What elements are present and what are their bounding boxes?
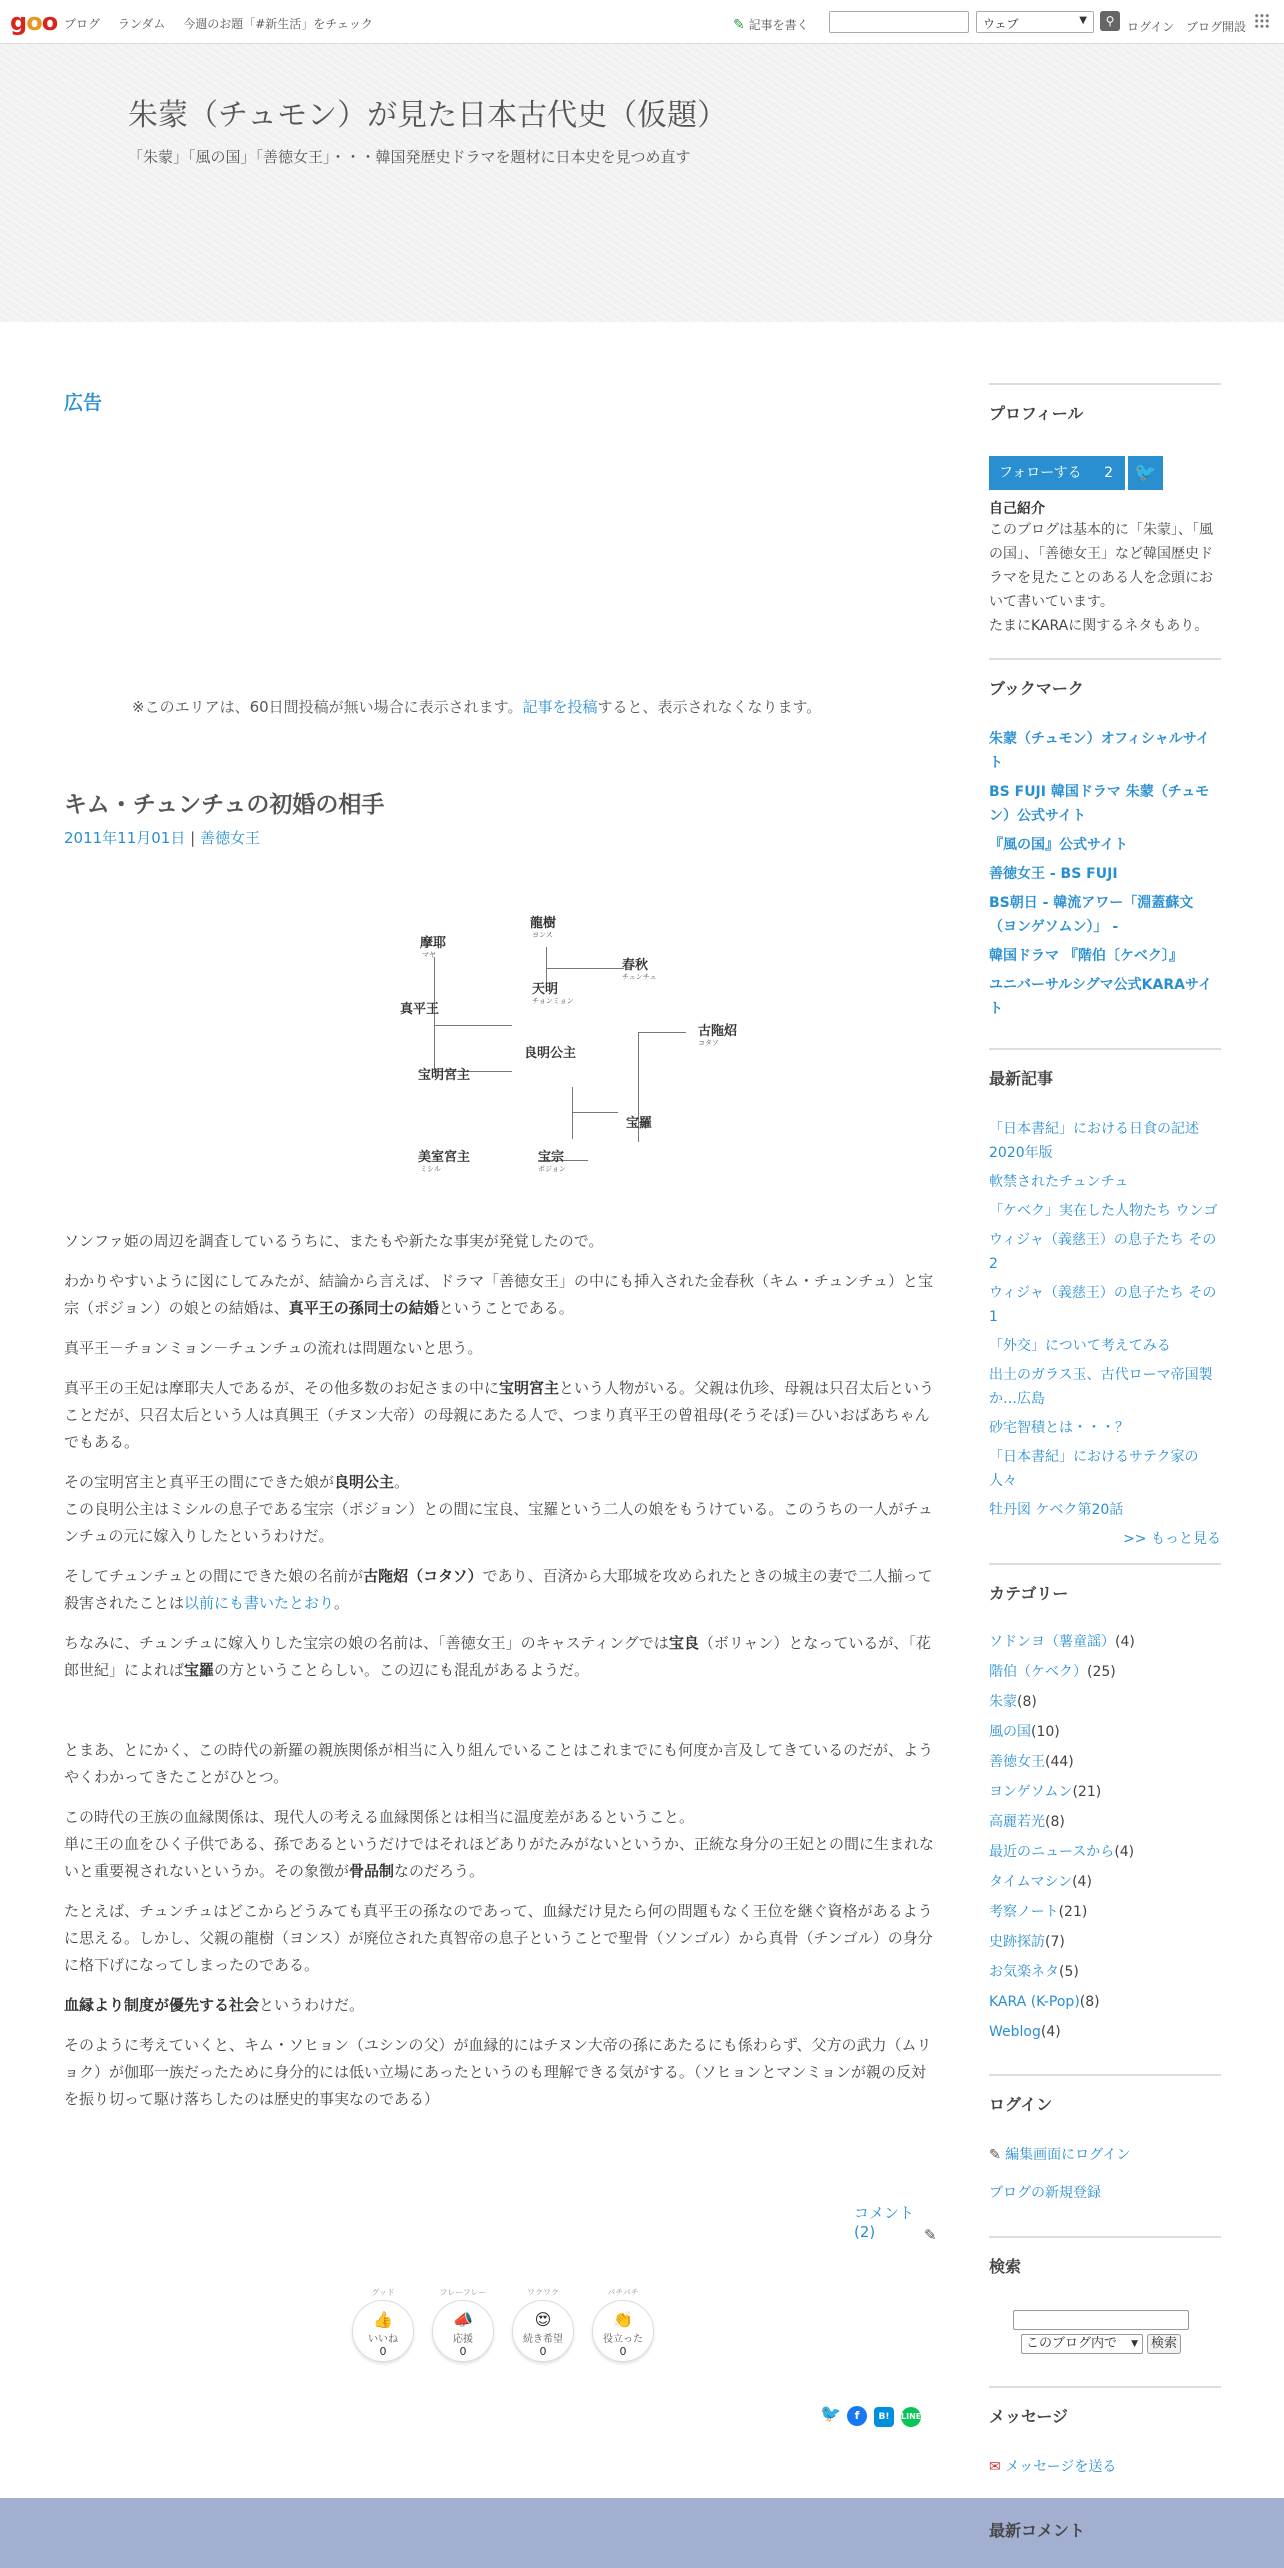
recent-post-link[interactable]: 「外交」について考えてみる [989,1338,1171,1354]
twitter-icon[interactable]: 🐦 [1128,456,1163,490]
search-icon: ⚲ [1105,14,1115,28]
category-item[interactable]: ヨンゲソムン(21) [989,1784,1102,1800]
message-title: メッセージ [989,2386,1221,2427]
write-article-link[interactable]: ✎ 記事を書く [733,17,809,33]
tree-ruby-misil: ミシル [420,1165,441,1173]
category-item[interactable]: お気楽ネタ(5) [989,1964,1079,1980]
recent-post-link[interactable]: 軟禁されたチュンチュ [989,1174,1129,1190]
tree-ruby-chunchu: チュンチュ [622,973,657,981]
category-item[interactable]: 朱蒙(8) [989,1694,1037,1710]
tree-node-ryangmyong: 良明公主 [524,1046,577,1061]
tree-ruby-bojong: ポジョン [538,1165,566,1173]
category-title: カテゴリー [989,1563,1221,1604]
facebook-share-icon[interactable]: f [847,2406,867,2426]
bookmark-link[interactable]: 善徳女王 - BS FUJI [989,866,1118,882]
category-item[interactable]: 高麗若光(8) [989,1814,1065,1830]
bookmark-link[interactable]: ユニバーサルシグマ公式KARAサイト [989,977,1212,1017]
latest-comments-section [989,2504,1221,2541]
post-paragraph: ソンファ姫の周辺を調査しているうちに、またもや新たな事実が発覚したので。 [64,1232,604,1250]
blog-description: 「朱蒙」「風の国」「善徳女王」・・・韓国発歴史ドラマを題材に日本史を見つめ直す [128,148,691,166]
recent-posts-section [989,1048,1221,1551]
bookmark-link[interactable]: 韓国ドラマ 『階伯〔ケベク〕』 [989,948,1183,964]
nav-blog[interactable]: ブログ [64,17,101,31]
mail-icon: ✉ [989,2459,1001,2475]
recent-post-link[interactable]: 牡丹図 ケベク第20話 [989,1502,1124,1518]
reaction-cheer-button[interactable]: フレーフレー 📣 応援 0 [432,2300,494,2362]
reaction-buttons [352,2288,672,2380]
recent-posts-title: 最新記事 [989,1048,1221,1089]
hatena-share-icon[interactable]: B! [874,2407,894,2427]
tree-ruby-chonmyong: チョンミョン [532,997,574,1005]
tree-node-ryongsu: 龍樹 [530,916,557,931]
apps-grid-icon[interactable] [1254,13,1270,29]
tree-node-bojong: 宝宗 [538,1150,565,1165]
post-paragraph: わかりやすいように図にしてみたが、結論から言えば、ドラマ「善徳女王」の中にも挿入された金春秋（キム・チュンチュ）と宝宗（ポジョン）の娘との結婚は、真平王の孫同士の結婚ということである。 [64,1272,933,1317]
ad-label: 広告 [64,392,103,414]
share-buttons [820,2404,928,2427]
top-login-link[interactable]: ログイン [1127,20,1175,34]
thumbs-up-icon: 👍 [373,2310,393,2329]
tree-ruby-ryongsu: ヨンス [532,931,553,939]
intro-text: このブログは基本的に「朱蒙」、「風の国」、「善徳女王」など韓国歴史ドラマを見たことのある人を念頭において書いています。 たまにKARAに関するネタもあり。 [989,522,1213,634]
goo-logo[interactable]: goo [10,8,58,36]
recent-post-link[interactable]: 砂宅智積とは・・・？ [989,1420,1129,1436]
comment-link[interactable]: コメント (2) [854,2204,915,2241]
top-search-select[interactable]: ウェブ ▼ [976,11,1094,33]
clap-icon: 👏 [613,2310,633,2329]
category-item[interactable]: 風の国(10) [989,1724,1060,1740]
tree-node-bomyong: 宝明宮主 [418,1068,471,1083]
top-search-button[interactable] [1100,11,1120,31]
more-posts-link[interactable]: >> もっと見る [1123,1531,1221,1547]
tree-node-chonmyong: 天明 [532,982,559,997]
post-title[interactable]: キム・チュンチュの初婚の相手 [64,792,385,818]
megaphone-icon: 📣 [453,2310,473,2329]
category-item[interactable]: Weblog(4) [989,2024,1061,2040]
top-bar [0,0,1284,44]
tree-node-jinpyeong: 真平王 [400,1002,440,1017]
twitter-share-icon[interactable]: 🐦 [820,2404,842,2424]
tree-node-chunchu: 春秋 [622,958,649,973]
category-item[interactable]: タイムマシン(4) [989,1874,1092,1890]
message-section [989,2386,1221,2484]
search-section [989,2236,1221,2277]
nav-random[interactable]: ランダム [117,17,166,31]
bookmark-link[interactable]: 朱蒙（チュモン）オフィシャルサイト [989,731,1210,771]
post-paragraph: ちなみに、チュンチュに嫁入りした宝宗の娘の名前は、「善徳女王」のキャスティングでは宝良（ボリャン）となっているが、「花郎世紀」によれば宝羅の方ということらしい。この辺にも混乱があるようだ。 [64,1634,931,1679]
line-share-icon[interactable]: LINE [901,2407,921,2427]
tree-node-kotaso: 古陁炤 [698,1024,738,1039]
sidebar-search-button[interactable]: 検索 [1147,2334,1181,2354]
category-item[interactable]: 最近のニュースから(4) [989,1844,1135,1860]
post-paragraph: 真平王の王妃は摩耶夫人であるが、その他多数のお妃さまの中に宝明宮主という人物がいる。父親は仇珍、母親は只召太后ということだが、只召太后という人は真興王（チヌン大帝）の母親にあたる人で、つまり真平王の曾祖母(そうそぼ)＝ひいおばあちゃんでもある。 [64,1379,935,1451]
post-paragraph: 血縁より制度が優先する社会というわけだ。 [64,1996,365,2014]
bookmark-link[interactable]: BS朝日 - 韓流アワー「淵蓋蘇文（ヨンゲソムン）」 - [989,895,1194,935]
post-paragraph: この時代の王族の血縁関係は、現代人の考える血縁関係とは相当に温度差があるということ。 単に王の血をひく子供である、孫であるというだけではそれほどありがたみがないというか、正統な身分の王妃との間に生まれないと重要視されないというか。その象徴が骨品制なのだろう。 [64,1808,935,1880]
post-body [64,1228,940,2126]
category-section [989,1563,1221,2050]
bookmark-section [989,658,1221,1026]
bookmark-link[interactable]: BS FUJI 韓国ドラマ 朱蒙（チュモン）公式サイト [989,784,1210,824]
post-paragraph: たとえば、チュンチュはどこからどうみても真平王の孫なのであって、血縁だけ見たら何の問題もなく王位を継ぐ資格があるように思える。しかし、父親の龍樹（ヨンス）が廃位された真智帝の息子ということで聖骨（ソンゴル）から真骨（チンゴル）の身分に格下げになってしまったのである。 [64,1902,933,1974]
bookmark-title: ブックマーク [989,658,1221,699]
recent-post-link[interactable]: 出土のガラス玉、古代ローマ帝国製か…広島 [989,1367,1213,1407]
edit-pencil-icon[interactable]: ✎ [924,2226,937,2244]
post-paragraph: その宝明宮主と真平王の間にできた娘が良明公主。 この良明公主はミシルの息子である宝宗（ポジョン）との間に宝良、宝羅という二人の娘をもうけている。このうちの一人がチュンチュの元に嫁入りしたというわけだ。 [64,1473,933,1545]
post-paragraph: そしてチュンチュとの間にできた娘の名前が古陁炤（コタソ）であり、百済から大耶城を攻められたときの城主の妻で二人揃って殺害されたことは以前にも書いたとおり。 [64,1567,933,1612]
login-title: ログイン [989,2074,1221,2115]
post-date-link[interactable]: 2011年11月01日 [64,829,186,847]
pencil-icon: ✎ [989,2147,1001,2163]
sidebar-search-input[interactable] [1013,2310,1189,2330]
recent-post-link[interactable]: 「日本書紀」におけるサテク家の人々 [989,1449,1199,1489]
recent-post-link[interactable]: ウィジャ（義慈王）の息子たち その1 [989,1285,1217,1325]
reaction-good-button[interactable]: グッド 👍 いいね 0 [352,2300,414,2362]
category-item[interactable]: ソドンヨ（薯童謡）(4) [989,1634,1135,1650]
follow-button[interactable]: フォローする 2 [989,456,1125,490]
latest-comments-title: 最新コメント [989,2521,1086,2540]
recent-post-link[interactable]: 「日本書紀」における日食の記述2020年版 [989,1121,1199,1161]
chevron-down-icon: ▼ [1079,15,1087,26]
recent-post-link[interactable]: ウィジャ（義慈王）の息子たち その2 [989,1232,1217,1272]
tree-node-misil: 美室宮主 [418,1150,471,1165]
post-meta: 2011年11月01日 | 善徳女王 [64,829,260,847]
intro-heading: 自己紹介 [989,501,1045,517]
top-nav [64,15,387,32]
top-open-blog-link[interactable]: ブログ開設 [1186,20,1247,34]
tree-ruby-kotaso: コタソ [698,1039,719,1047]
blog-header [0,44,1284,322]
category-item[interactable]: 考察ノート(21) [989,1904,1088,1920]
post-paragraph: とまあ、とにかく、この時代の新羅の親族関係が相当に入り組んでいることはこれまでにも何度か言及してきているのだが、ようやくわかってきたことがひとつ。 [64,1741,934,1786]
category-item[interactable]: 史跡探訪(7) [989,1934,1065,1950]
tree-node-maya: 摩耶 [420,936,447,951]
top-search-input[interactable] [829,11,969,33]
reaction-helpful-button[interactable]: パチパチ 👏 役立った 0 [592,2300,654,2362]
post-paragraph: 真平王－チョンミョン－チュンチュの流れは問題ないと思う。 [64,1339,483,1357]
post-article-link[interactable]: 記事を投稿 [522,698,598,716]
family-tree-diagram [334,916,754,1182]
bookmark-link[interactable]: 『風の国』公式サイト [989,837,1129,853]
reaction-more-button[interactable]: ワクワク 😍 続き希望 0 [512,2300,574,2362]
category-item[interactable]: 階伯（ケベク）(25) [989,1664,1116,1680]
post-category-link[interactable]: 善徳女王 [199,829,260,847]
edit-login-link[interactable]: ✎ 編集画面にログイン [989,2147,1131,2163]
profile-section [989,383,1221,424]
ad-note: ※このエリアは、60日間投稿が無い場合に表示されます。記事を投稿すると、表示されなくなります。 [132,698,822,716]
blog-title[interactable]: 朱蒙（チュモン）が見た日本古代史（仮題） [128,98,728,133]
send-message-link[interactable]: ✉ メッセージを送る [989,2459,1117,2475]
new-blog-link[interactable]: ブログの新規登録 [989,2185,1101,2201]
heart-eyes-icon: 😍 [534,2310,552,2329]
sidebar-search-select[interactable]: このブログ内で ▼ [1021,2334,1143,2354]
tree-ruby-maya: マヤ [422,951,436,959]
pencil-icon: ✎ [733,17,745,33]
post-paragraph: そのように考えていくと、キム・ソヒョン（ユシンの父）が血縁的にはチヌン大帝の孫にあたるにも係わらず、父方の武力（ムリョク）が伽耶一族だったために身分的には低い立場にあったというのも理解できる気がする。（ソヒョンとマンミョンが親の反対を振り切って駆け落ちしたのは歴史的事実なのである） [64,2036,932,2108]
recent-post-link[interactable]: 「ケベク」実在した人物たち ウンゴ [989,1203,1218,1219]
chevron-down-icon: ▼ [1131,2339,1138,2349]
login-section [989,2074,1221,2210]
nav-weekly-topic[interactable]: 今週のお題「#新生活」をチェック [183,17,373,31]
tree-node-bora: 宝羅 [626,1116,653,1131]
category-item[interactable]: KARA (K-Pop)(8) [989,1994,1100,2010]
profile-title: プロフィール [989,383,1221,424]
previous-article-link[interactable]: 以前にも書いたとおり [184,1594,335,1612]
search-title: 検索 [989,2236,1221,2277]
category-item[interactable]: 善徳女王(44) [989,1754,1074,1770]
